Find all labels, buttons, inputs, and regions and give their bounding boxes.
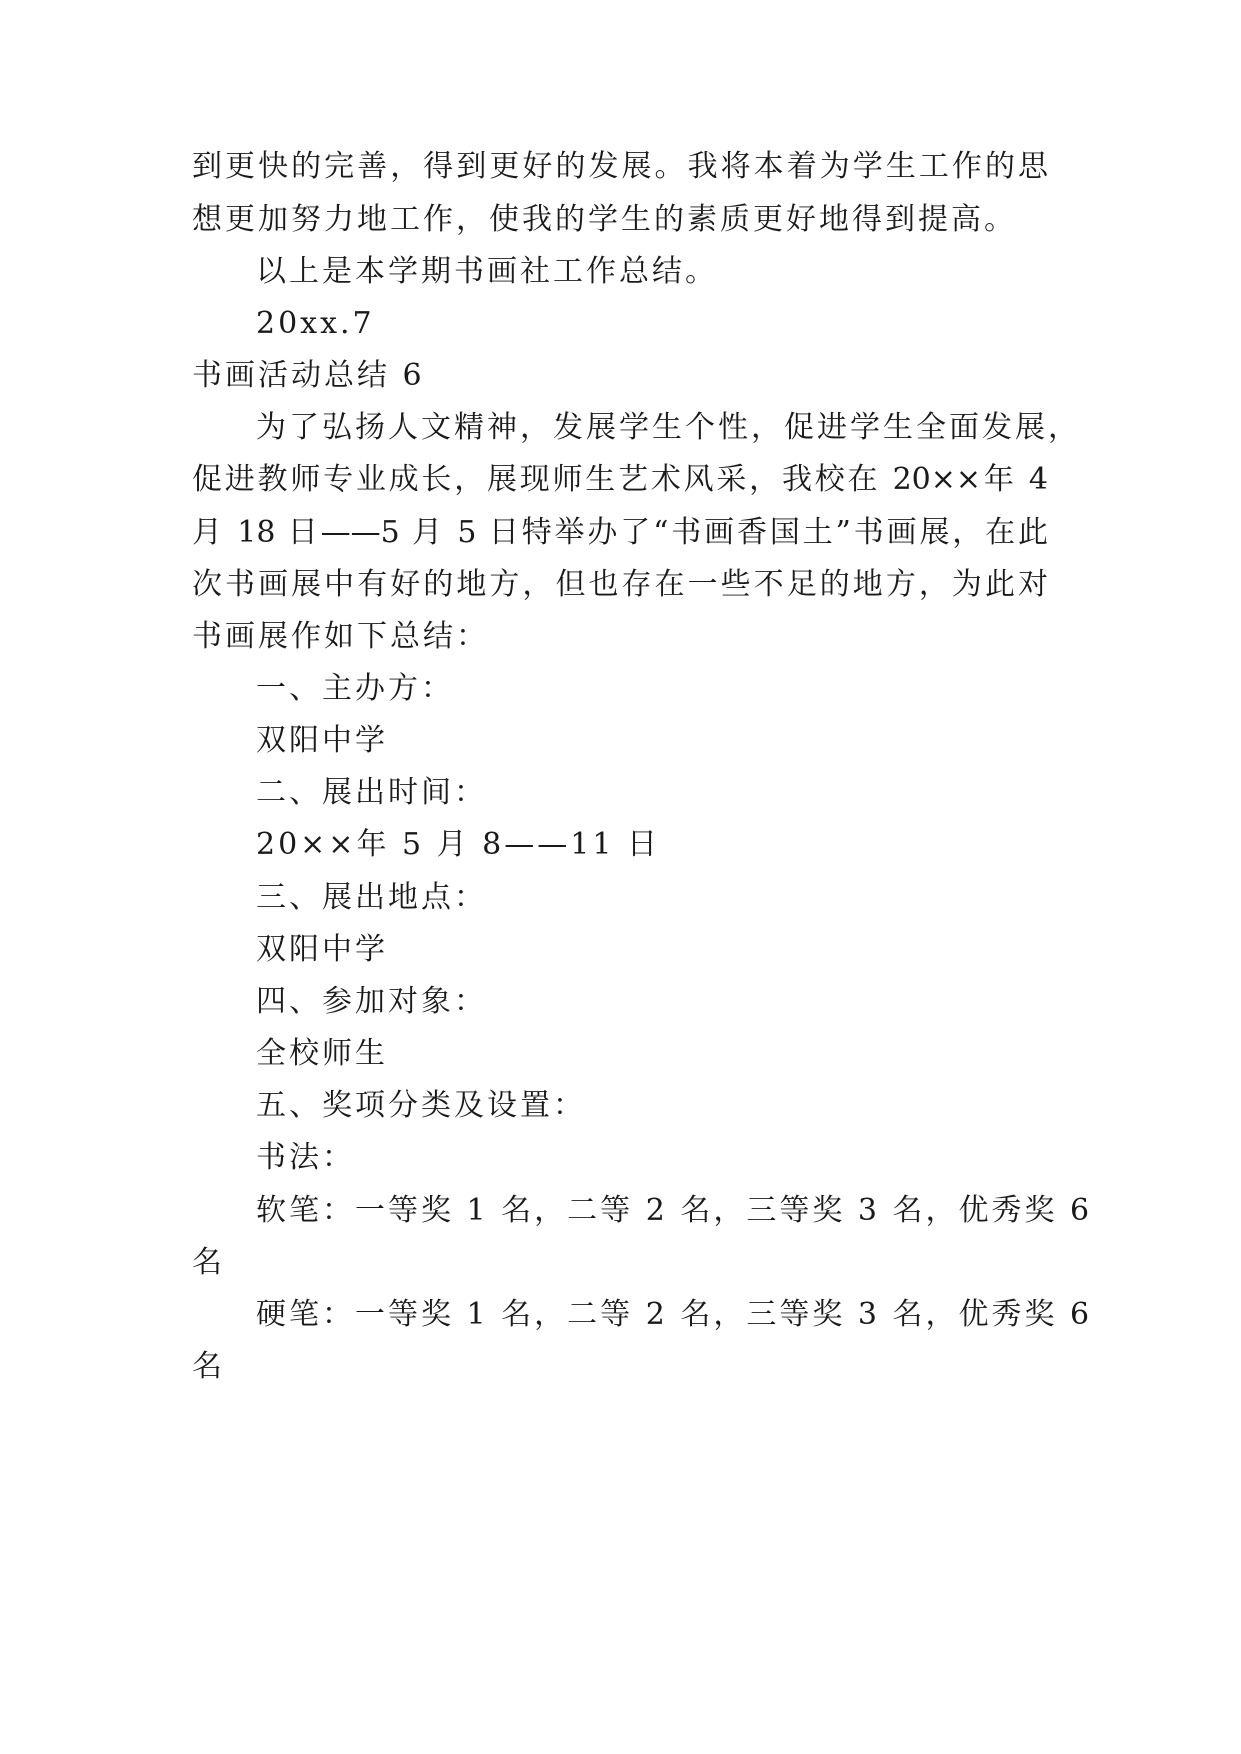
paragraph-line: 次书画展中有好的地方，但也存在一些不足的地方，为此对 <box>192 567 1048 602</box>
paragraph-line: 促进教师专业成长，展现师生艺术风采，我校在 20××年 4 <box>192 462 1048 497</box>
award-line-continuation: 名 <box>192 1349 225 1384</box>
paragraph-line: 月 18 日——5 月 5 日特举办了“书画香国土”书画展，在此 <box>192 515 1048 550</box>
list-heading: 一、主办方： <box>256 671 454 706</box>
paragraph-line: 书画展作如下总结： <box>192 619 489 654</box>
section-heading: 书画活动总结 6 <box>192 358 425 393</box>
list-heading: 二、展出时间： <box>256 775 487 810</box>
list-value: 书法： <box>256 1140 355 1175</box>
award-line: 软笔：一等奖 1 名，二等 2 名，三等奖 3 名，优秀奖 6 <box>256 1193 1093 1228</box>
paragraph-line: 到更快的完善，得到更好的发展。我将本着为学生工作的思 <box>192 149 1048 184</box>
paragraph-line: 为了弘扬人文精神，发展学生个性，促进学生全面发展， <box>256 410 1081 445</box>
list-value: 全校师生 <box>256 1036 388 1071</box>
paragraph-line: 想更加努力地工作，使我的学生的素质更好地得到提高。 <box>192 202 1017 237</box>
paragraph-line: 以上是本学期书画社工作总结。 <box>256 254 718 289</box>
list-value: 20××年 5 月 8——11 日 <box>256 827 660 862</box>
list-value: 双阳中学 <box>256 723 388 758</box>
list-value: 双阳中学 <box>256 932 388 967</box>
award-line: 硬笔：一等奖 1 名，二等 2 名，三等奖 3 名，优秀奖 6 <box>256 1297 1093 1332</box>
list-heading: 四、参加对象： <box>256 984 487 1019</box>
award-line-continuation: 名 <box>192 1245 225 1280</box>
list-heading: 三、展出地点： <box>256 880 487 915</box>
list-heading: 五、奖项分类及设置： <box>256 1088 586 1123</box>
date-line: 20xx.7 <box>256 306 375 341</box>
